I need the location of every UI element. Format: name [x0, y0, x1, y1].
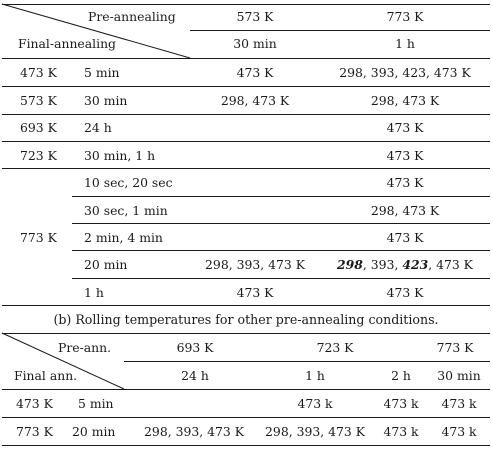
table-a-top-rule — [2, 4, 490, 5]
value-cell: 473 K — [386, 175, 424, 190]
value-cell: 473 K — [236, 285, 274, 300]
value-cell: 298, 393, 473 K — [265, 424, 365, 439]
time-cell: 30 min — [84, 93, 128, 108]
value-cell: 473 k — [383, 424, 419, 439]
value-cell: 298, 473 K — [370, 203, 440, 218]
time-cell: 10 sec, 20 sec — [84, 175, 173, 190]
final-temp-cell: 473 K — [20, 65, 57, 80]
value-cell: 298, 393, 423, 473 K — [339, 65, 471, 80]
row-divider — [72, 278, 490, 279]
table-b-temp-723: 723 K — [316, 340, 354, 355]
value-cell: 473 k — [441, 424, 477, 439]
table-b-caption: (b) Rolling temperatures for other pre-annealing conditions. — [53, 312, 439, 327]
time-cell: 30 sec, 1 min — [84, 203, 168, 218]
value-cell: 473 K — [236, 65, 274, 80]
value-cell: 473 k — [383, 396, 419, 411]
value-cell: 473 K — [386, 120, 424, 135]
table-b-dur-30min: 30 min — [437, 368, 481, 383]
value-cell: 298, 473 K — [370, 93, 440, 108]
table-b-pre-ann-label: Pre-ann. — [58, 340, 112, 355]
table-a-header-mid-rule — [190, 30, 490, 31]
value-cell: 298, 393, 473 K — [144, 424, 244, 439]
final-temp-cell: 573 K — [20, 93, 57, 108]
table-b-bottom-rule — [2, 445, 490, 446]
table-a-pre-annealing-label: Pre-annealing — [88, 9, 176, 24]
final-temp-cell: 723 K — [20, 148, 57, 163]
value-cell: 473 k — [441, 396, 477, 411]
time-cell: 24 h — [84, 120, 112, 135]
table-a-col2-time: 1 h — [395, 36, 415, 51]
table-b-dur-24h: 24 h — [181, 368, 209, 383]
table-b-final-ann-label: Final ann. — [14, 368, 78, 383]
row-divider — [72, 223, 490, 224]
value-cell: 473 K — [386, 230, 424, 245]
row-divider — [2, 86, 490, 87]
row-divider — [2, 168, 490, 169]
value-cell: 473 k — [297, 396, 333, 411]
table-a-final-annealing-label: Final-annealing — [18, 36, 116, 51]
value-cell: 298, 473 K — [220, 93, 290, 108]
value-cell: 298, 393, 473 K — [205, 257, 305, 272]
final-temp-cell: 473 K — [16, 396, 53, 411]
row-divider — [72, 250, 490, 251]
table-b-top-rule — [2, 333, 490, 334]
table-a-col1-time: 30 min — [233, 36, 277, 51]
table-a-bottom-rule — [2, 305, 490, 306]
table-b-temp-693: 693 K — [176, 340, 214, 355]
table-a-col1-temp: 573 K — [236, 9, 274, 24]
row-divider — [2, 114, 490, 115]
table-b-header-mid-rule — [124, 361, 490, 362]
value-cell: 473 K — [386, 148, 424, 163]
time-cell: 1 h — [84, 285, 104, 300]
time-cell: 20 min — [72, 424, 116, 439]
table-a-col2-temp: 773 K — [386, 9, 424, 24]
table-a-header-rule — [2, 58, 490, 59]
value-cell: 298, 393, 423, 473 K — [337, 257, 473, 272]
final-temp-cell: 693 K — [20, 120, 57, 135]
table-b-header-rule — [2, 389, 490, 390]
time-cell: 2 min, 4 min — [84, 230, 163, 245]
table-b-temp-773: 773 K — [436, 340, 474, 355]
time-cell: 20 min — [84, 257, 128, 272]
time-cell: 30 min, 1 h — [84, 148, 156, 163]
table-b-dur-1h: 1 h — [305, 368, 325, 383]
time-cell: 5 min — [84, 65, 120, 80]
row-divider — [2, 141, 490, 142]
final-temp-cell: 773 K — [20, 230, 57, 245]
row-divider — [72, 196, 490, 197]
time-cell: 5 min — [78, 396, 114, 411]
table-b-dur-2h: 2 h — [391, 368, 411, 383]
final-temp-cell: 773 K — [16, 424, 53, 439]
value-cell: 473 K — [386, 285, 424, 300]
row-divider — [2, 417, 490, 418]
